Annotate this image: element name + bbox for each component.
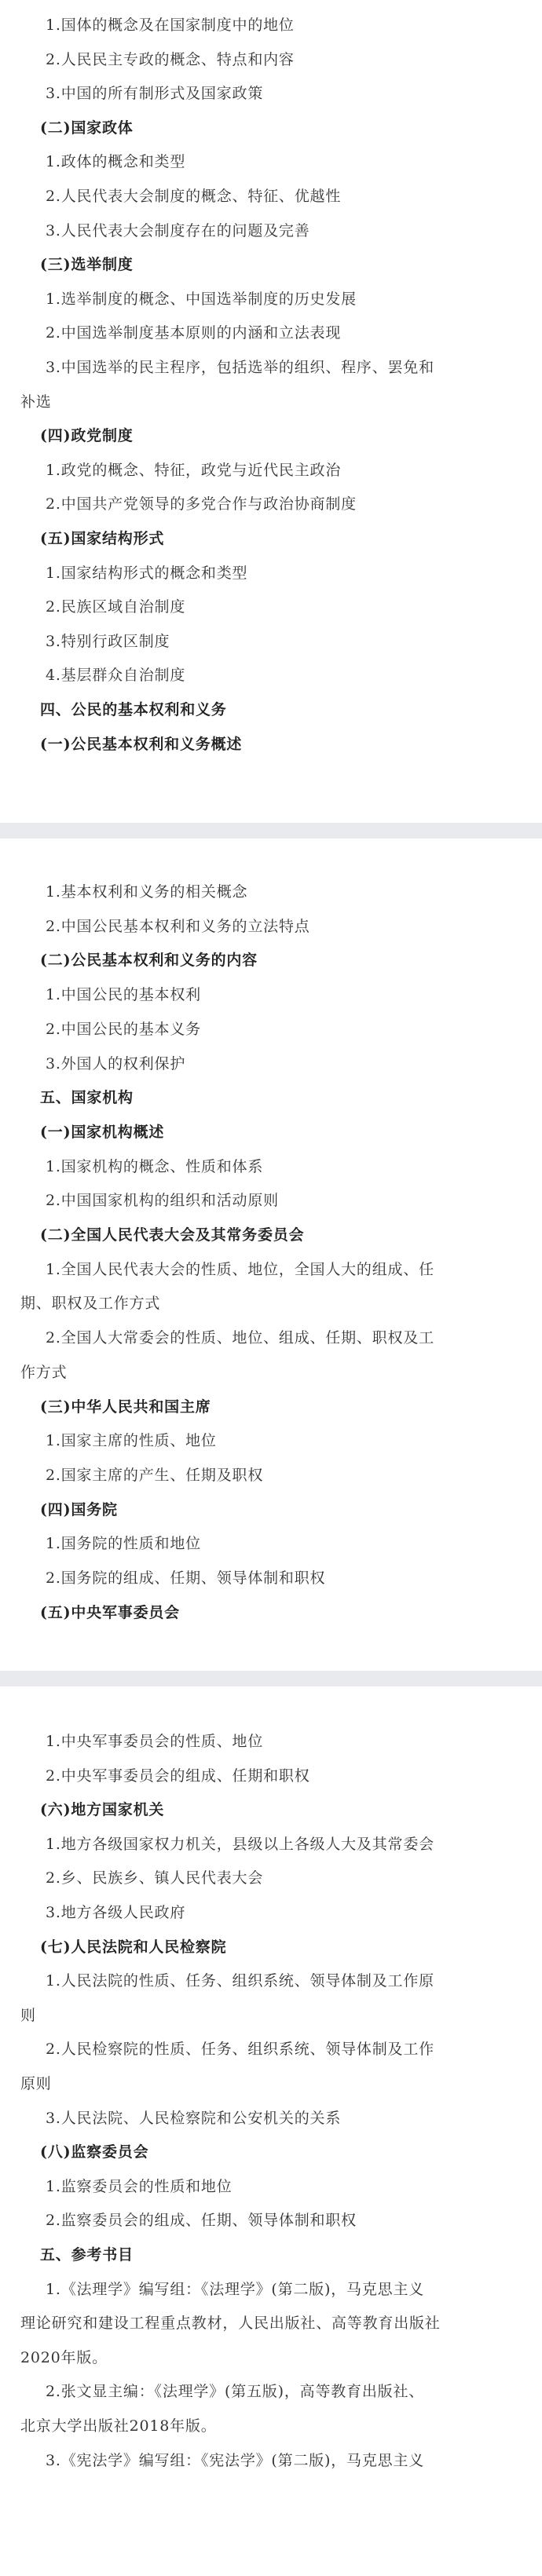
outline-item: 1.基本权利和义务的相关概念 [46, 883, 248, 901]
section-heading: (一)国家机构概述 [40, 1123, 165, 1141]
outline-item: 2.民族区域自治制度 [46, 598, 186, 616]
section-heading: (五)国家结构形式 [40, 530, 165, 547]
outline-item: 1.国家机构的概念、性质和体系 [46, 1157, 264, 1175]
outline-item: 1.《法理学》编写组：《法理学》(第二版)，马克思主义 [46, 2280, 425, 2298]
outline-item: 2.人民代表大会制度的概念、特征、优越性 [46, 188, 342, 205]
outline-item: 1.人民法院的性质、任务、组织系统、领导体制及工作原 [46, 1972, 434, 1990]
section-heading: 五、参考书目 [40, 2246, 134, 2264]
section-heading: (六)地方国家机关 [40, 1801, 165, 1819]
outline-item: 2.中国共产党领导的多党合作与政治协商制度 [46, 495, 357, 513]
section-heading: (二)国家政体 [40, 119, 134, 137]
outline-item: 3.人民法院、人民检察院和公安机关的关系 [46, 2109, 342, 2127]
outline-item: 1.地方各级国家权力机关，县级以上各级人大及其常委会 [46, 1835, 434, 1853]
outline-item: 理论研究和建设工程重点教材，人民出版社、高等教育出版社 [20, 2315, 441, 2333]
section-heading: 四、公民的基本权利和义务 [40, 701, 227, 718]
section-heading: (七)人民法院和人民检察院 [40, 1938, 227, 1956]
outline-item: 3.外国人的权利保护 [46, 1054, 186, 1072]
outline-item: 1.国家结构形式的概念和类型 [46, 564, 248, 582]
outline-item: 北京大学出版社2018年版。 [20, 2417, 217, 2435]
document-page-3 [0, 1686, 542, 2576]
outline-item: 1.国体的概念及在国家制度中的地位 [46, 16, 295, 34]
outline-item: 2.中国公民的基本义务 [46, 1020, 201, 1038]
outline-item: 2.中国公民基本权利和义务的立法特点 [46, 917, 310, 935]
outline-item: 2020年版。 [20, 2348, 108, 2366]
outline-item: 2.乡、民族乡、镇人民代表大会 [46, 1869, 264, 1887]
section-heading: (八)监察委员会 [40, 2143, 149, 2161]
outline-item: 1.全国人民代表大会的性质、地位，全国人大的组成、任 [46, 1260, 434, 1278]
section-heading: (一)公民基本权利和义务概述 [40, 735, 243, 753]
outline-item: 2.国家主席的产生、任期及职权 [46, 1466, 264, 1484]
outline-item: 2.中国国家机构的组织和活动原则 [46, 1192, 279, 1210]
section-heading: (五)中央军事委员会 [40, 1603, 180, 1621]
outline-item: 1.选举制度的概念、中国选举制度的历史发展 [46, 290, 357, 308]
outline-item: 1.中央军事委员会的性质、地位 [46, 1733, 264, 1750]
document-page-1 [0, 0, 542, 823]
outline-item: 2.人民检察院的性质、任务、组织系统、领导体制及工作 [46, 2041, 434, 2059]
outline-item: 3.人民代表大会制度存在的问题及完善 [46, 221, 310, 239]
outline-item: 1.监察委员会的性质和地位 [46, 2177, 233, 2195]
section-heading: (三)选举制度 [40, 256, 134, 274]
outline-item: 4.基层群众自治制度 [46, 667, 186, 685]
outline-item: 2.国务院的组成、任期、领导体制和职权 [46, 1569, 326, 1587]
section-heading: (三)中华人民共和国主席 [40, 1398, 211, 1416]
outline-item: 期、职权及工作方式 [20, 1295, 161, 1313]
outline-item: 补选 [20, 393, 52, 411]
outline-item: 3.《宪法学》编写组：《宪法学》(第二版)，马克思主义 [46, 2451, 425, 2469]
outline-item: 1.政党的概念、特征，政党与近代民主政治 [46, 461, 342, 479]
outline-item: 2.中国选举制度基本原则的内涵和立法表现 [46, 324, 342, 342]
outline-item: 1.政体的概念和类型 [46, 153, 186, 171]
section-heading: (二)全国人民代表大会及其常务委员会 [40, 1226, 305, 1244]
section-heading: (四)政党制度 [40, 427, 134, 445]
outline-item: 3.特别行政区制度 [46, 632, 170, 650]
section-heading: 五、国家机构 [40, 1089, 134, 1107]
outline-item: 3.中国的所有制形式及国家政策 [46, 85, 264, 103]
document-page-2 [0, 839, 542, 1671]
outline-item: 原则 [20, 2075, 52, 2092]
outline-item: 2.全国人大常委会的性质、地位、组成、任期、职权及工 [46, 1329, 434, 1347]
section-heading: (二)公民基本权利和义务的内容 [40, 952, 258, 970]
page-separator [0, 1671, 542, 1686]
section-heading: (四)国务院 [40, 1500, 118, 1518]
outline-item: 2.中央军事委员会的组成、任期和职权 [46, 1767, 310, 1785]
outline-item: 2.张文显主编：《法理学》(第五版)，高等教育出版社、 [46, 2383, 425, 2401]
page-separator [0, 823, 542, 839]
outline-item: 3.地方各级人民政府 [46, 1904, 186, 1921]
outline-item: 1.中国公民的基本权利 [46, 986, 201, 1004]
outline-item: 3.中国选举的民主程序，包括选举的组织、程序、罢免和 [46, 359, 434, 376]
outline-item: 1.国务院的性质和地位 [46, 1535, 201, 1553]
outline-item: 作方式 [20, 1363, 68, 1381]
outline-item: 1.国家主席的性质、地位 [46, 1432, 217, 1450]
outline-item: 2.人民民主专政的概念、特点和内容 [46, 50, 295, 68]
outline-item: 则 [20, 2006, 36, 2024]
outline-item: 2.监察委员会的组成、任期、领导体制和职权 [46, 2212, 357, 2230]
